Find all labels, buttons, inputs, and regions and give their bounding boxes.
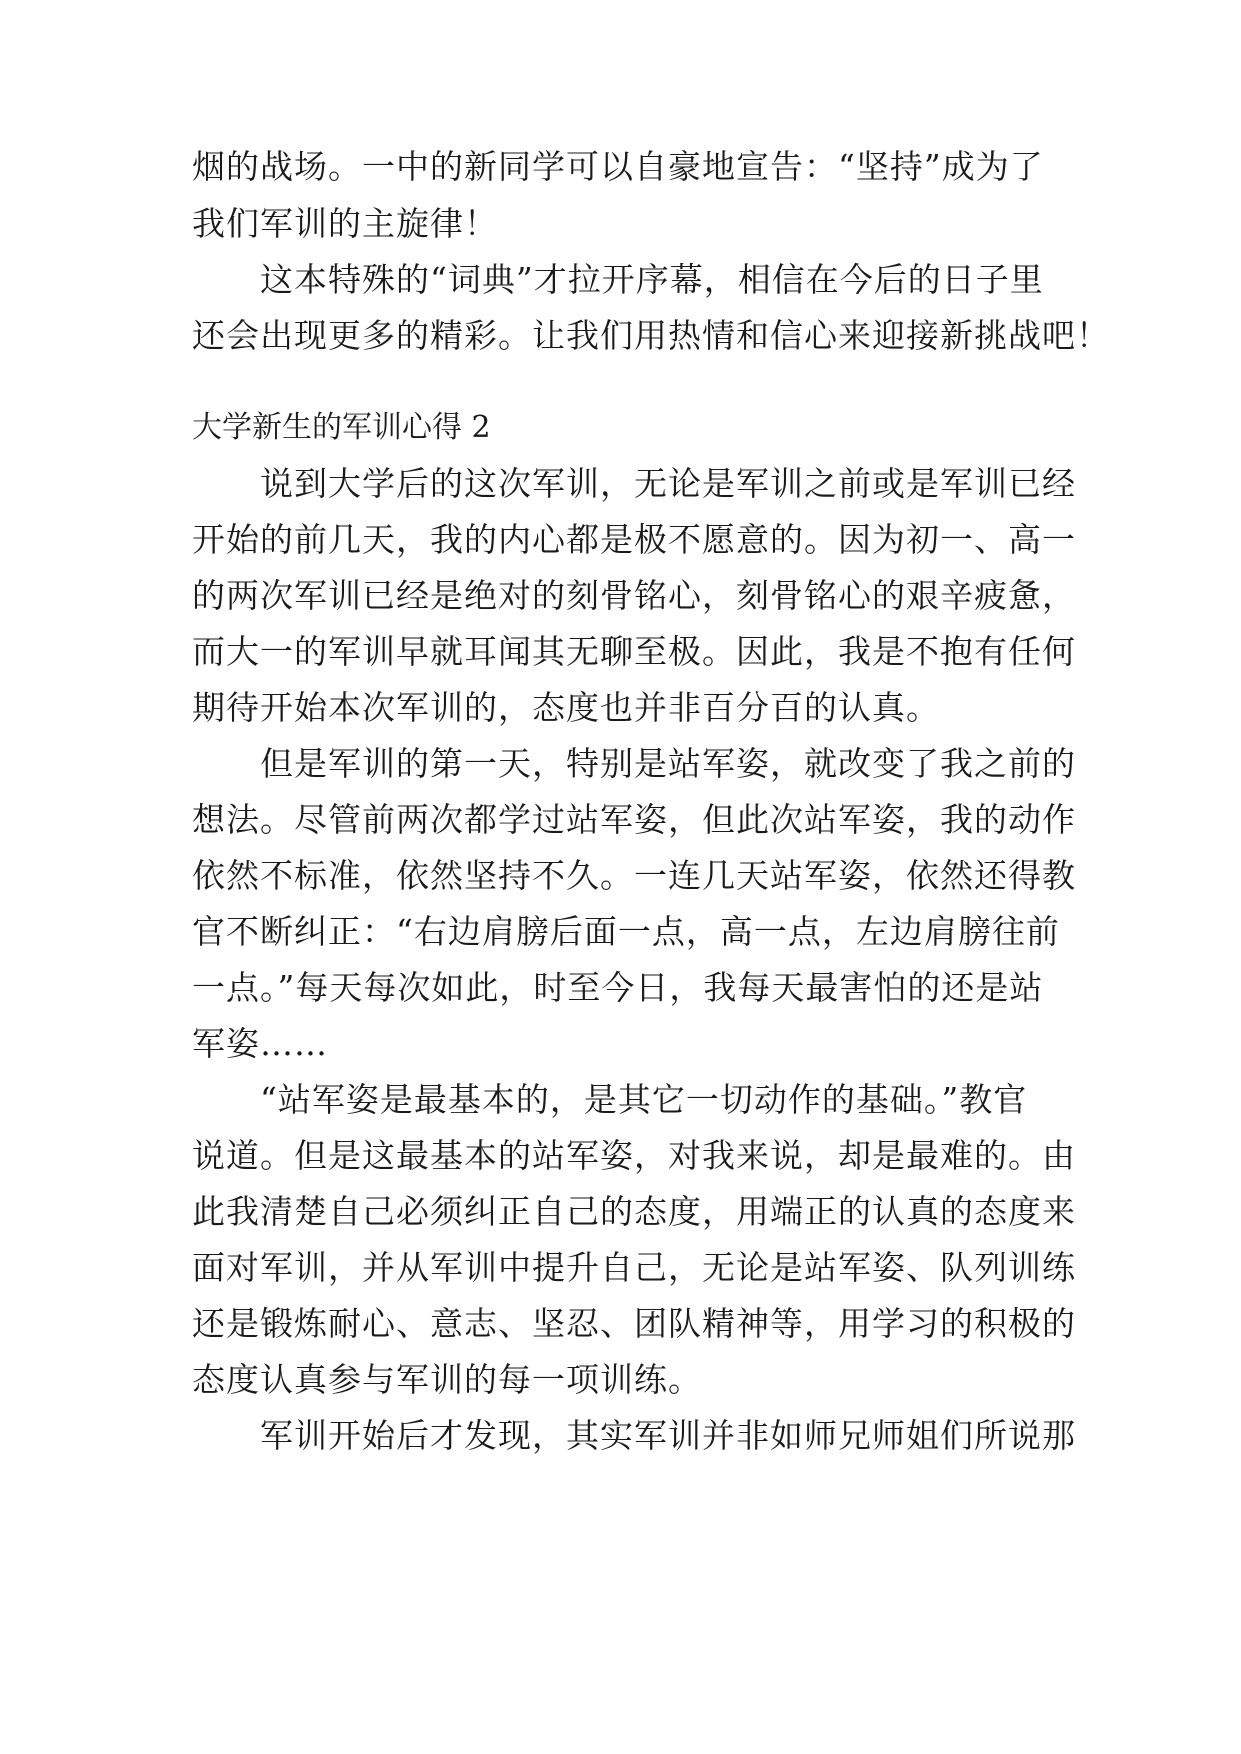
paragraph-line: 但是军训的第一天，特别是站军姿，就改变了我之前的 bbox=[192, 744, 1076, 783]
paragraph-line: 说道。但是这最基本的站军姿，对我来说，却是最难的。由 bbox=[192, 1136, 1076, 1175]
paragraph-line: 还会出现更多的精彩。让我们用热情和信心来迎接新挑战吧！ bbox=[192, 316, 1110, 355]
paragraph-line: 我们军训的主旋律！ bbox=[192, 204, 498, 243]
paragraph-line: 而大一的军训早就耳闻其无聊至极。因此，我是不抱有任何 bbox=[192, 632, 1076, 671]
paragraph-line: 军训开始后才发现，其实军训并非如师兄师姐们所说那 bbox=[192, 1416, 1076, 1455]
section-heading: 大学新生的军训心得 2 bbox=[192, 410, 491, 445]
paragraph-line: 此我清楚自己必须纠正自己的态度，用端正的认真的态度来 bbox=[192, 1192, 1076, 1231]
paragraph-line: 烟的战场。一中的新同学可以自豪地宣告：“坚持”成为了 bbox=[192, 147, 1044, 186]
paragraph-line: 这本特殊的“词典”才拉开序幕，相信在今后的日子里 bbox=[192, 260, 1044, 299]
paragraph-line: 依然不标准，依然坚持不久。一连几天站军姿，依然还得教 bbox=[192, 856, 1076, 895]
paragraph-line: 还是锻炼耐心、意志、坚忍、团队精神等，用学习的积极的 bbox=[192, 1304, 1076, 1343]
paragraph-line: 说到大学后的这次军训，无论是军训之前或是军训已经 bbox=[192, 464, 1076, 503]
paragraph-line: 军姿…… bbox=[192, 1024, 328, 1063]
paragraph-line: 开始的前几天，我的内心都是极不愿意的。因为初一、高一 bbox=[192, 520, 1076, 559]
paragraph-line: 的两次军训已经是绝对的刻骨铭心，刻骨铭心的艰辛疲惫， bbox=[192, 576, 1076, 615]
paragraph-line: 态度认真参与军训的每一项训练。 bbox=[192, 1360, 702, 1399]
paragraph-line: “站军姿是最基本的，是其它一切动作的基础。”教官 bbox=[192, 1080, 1028, 1119]
paragraph-line: 期待开始本次军训的，态度也并非百分百的认真。 bbox=[192, 688, 940, 727]
paragraph-line: 一点。”每天每次如此，时至今日，我每天最害怕的还是站 bbox=[192, 968, 1044, 1007]
paragraph-line: 想法。尽管前两次都学过站军姿，但此次站军姿，我的动作 bbox=[192, 800, 1076, 839]
paragraph-line: 官不断纠正：“右边肩膀后面一点，高一点，左边肩膀往前 bbox=[192, 912, 1060, 951]
paragraph-line: 面对军训，并从军训中提升自己，无论是站军姿、队列训练 bbox=[192, 1248, 1076, 1287]
